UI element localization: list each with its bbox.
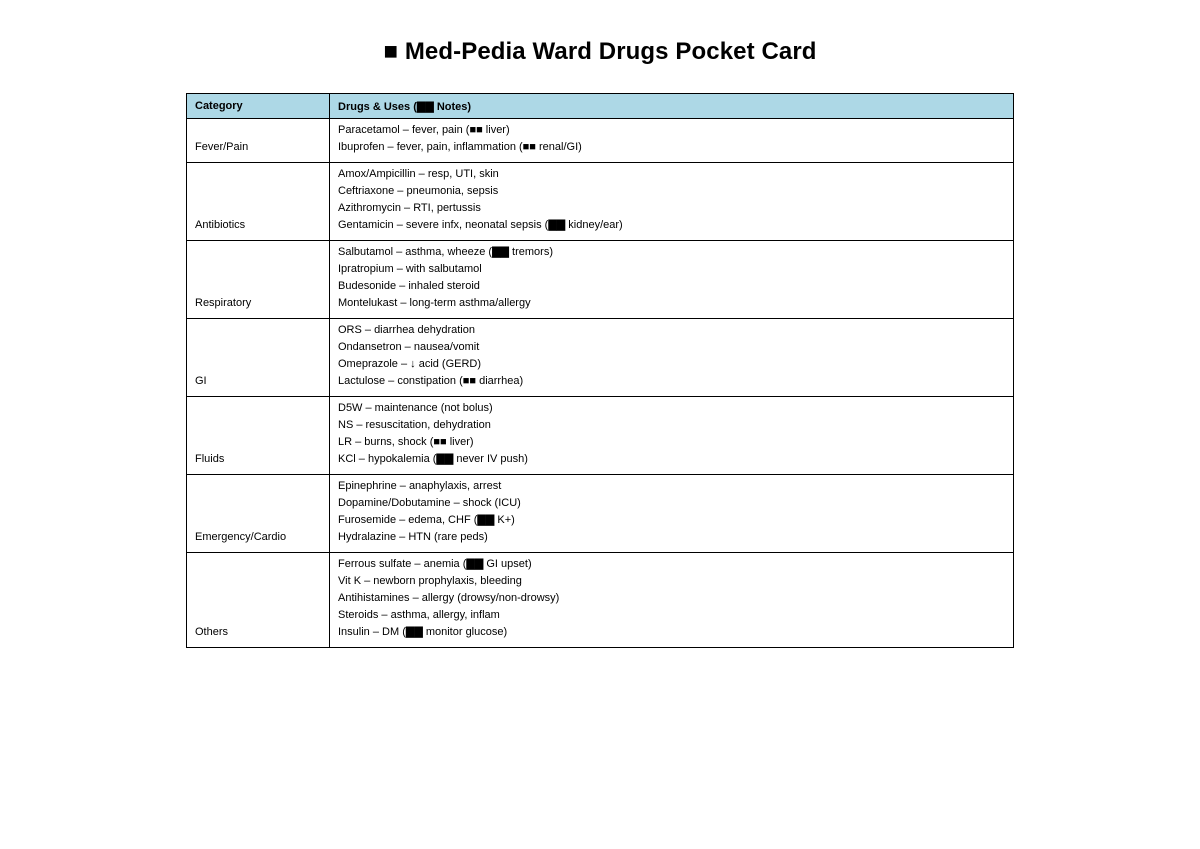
table-row (187, 163, 1014, 241)
drug-line: Omeprazole – ↓ acid (GERD) (338, 358, 482, 370)
row-category: Respiratory (187, 241, 330, 319)
drug-line: Lactulose – constipation (■■ diarrhea) (338, 375, 524, 387)
drug-line: KCl – hypokalemia (▇▇ never IV push) (338, 453, 528, 465)
row-category: Emergency/Cardio (187, 475, 330, 553)
drug-line: Ondansetron – nausea/vomit (338, 341, 480, 353)
drug-line: Dopamine/Dobutamine – shock (ICU) (338, 497, 521, 509)
table-header-row (187, 94, 1014, 119)
drug-line: Ipratropium – with salbutamol (338, 263, 482, 275)
table-row (187, 241, 1014, 319)
row-category: Others (187, 553, 330, 648)
row-category: Fever/Pain (187, 119, 330, 163)
drug-line: Epinephrine – anaphylaxis, arrest (338, 480, 502, 492)
row-drugs (330, 163, 1014, 241)
drug-line: Salbutamol – asthma, wheeze (▇▇ tremors) (338, 246, 553, 258)
row-drugs (330, 475, 1014, 553)
drug-line: Vit K – newborn prophylaxis, bleeding (338, 575, 522, 587)
row-drugs (330, 397, 1014, 475)
drug-line: Furosemide – edema, CHF (▇▇ K+) (338, 514, 515, 526)
drug-line: NS – resuscitation, dehydration (338, 419, 491, 431)
drug-line: D5W – maintenance (not bolus) (338, 402, 493, 414)
header-drugs-uses: Drugs & Uses (▇▇ Notes) (330, 94, 1014, 119)
row-category: GI (187, 319, 330, 397)
drug-line: Hydralazine – HTN (rare peds) (338, 531, 488, 543)
drug-line: Steroids – asthma, allergy, inflam (338, 609, 500, 621)
drug-line: Montelukast – long-term asthma/allergy (338, 297, 531, 309)
drug-line: Antihistamines – allergy (drowsy/non-drowsy) (338, 592, 560, 604)
table-row (187, 319, 1014, 397)
drugs-table-container (186, 93, 1014, 648)
table-row (187, 119, 1014, 163)
drug-line: Insulin – DM (▇▇ monitor glucose) (338, 626, 508, 638)
row-drugs (330, 553, 1014, 648)
drug-line: Amox/Ampicillin – resp, UTI, skin (338, 168, 499, 180)
drug-line: LR – burns, shock (■■ liver) (338, 436, 474, 448)
page-title: ■ Med-Pedia Ward Drugs Pocket Card (383, 38, 817, 65)
row-drugs (330, 241, 1014, 319)
drug-line: Ferrous sulfate – anemia (▇▇ GI upset) (338, 558, 532, 570)
row-drugs (330, 119, 1014, 163)
drug-line: Budesonide – inhaled steroid (338, 280, 480, 292)
header-category: Category (187, 94, 330, 119)
table-row (187, 397, 1014, 475)
drug-line: ORS – diarrhea dehydration (338, 324, 475, 336)
table-row (187, 553, 1014, 648)
row-category: Fluids (187, 397, 330, 475)
drug-line: Paracetamol – fever, pain (■■ liver) (338, 124, 510, 136)
drug-line: Ibuprofen – fever, pain, inflammation (■■ renal/GI) (338, 141, 582, 153)
drug-line: Ceftriaxone – pneumonia, sepsis (338, 185, 499, 197)
row-category: Antibiotics (187, 163, 330, 241)
row-drugs (330, 319, 1014, 397)
drugs-table (186, 93, 1014, 648)
drug-line: Gentamicin – severe infx, neonatal sepsis (▇▇ kidney/ear) (338, 219, 623, 231)
drug-line: Azithromycin – RTI, pertussis (338, 202, 481, 214)
table-row (187, 475, 1014, 553)
